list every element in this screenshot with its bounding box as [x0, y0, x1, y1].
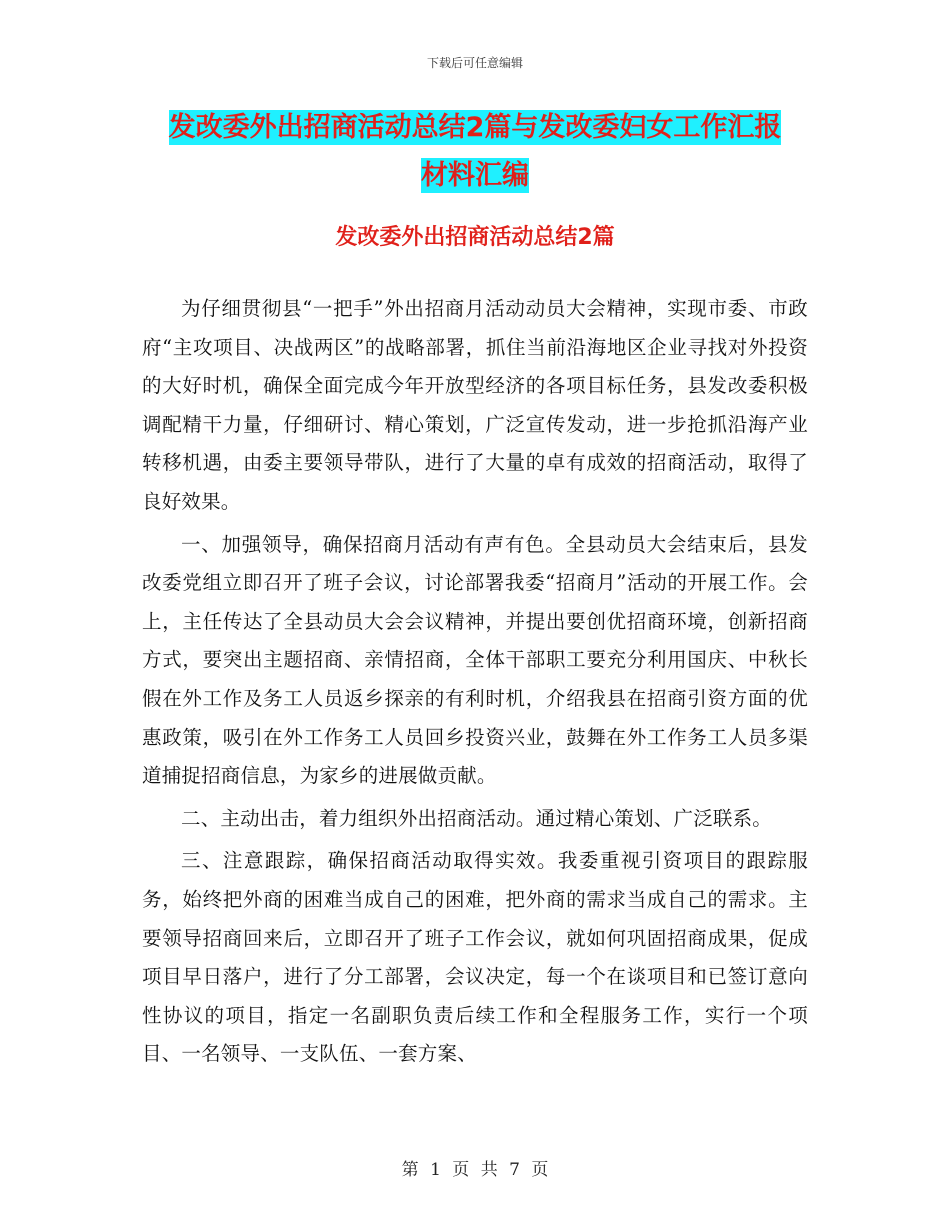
document-title-line-1: 发改委外出招商活动总结2篇与发改委妇女工作汇报 — [168, 112, 782, 143]
paragraph: 一、加强领导，确保招商月活动有声有色。全县动员大会结束后，县发改委党组立即召开了班子会议，讨论部署我委“招商月”活动的开展工作。会上，主任传达了全县动员大会会议精神，并提出要创优招商环境，创新招商方式，要突出主题招商、亲情招商，全体干部职工要充分利用国庆、中秋长假在外工作及务工人员返乡探亲的有利时机，介绍我县在招商引资方面的优惠政策，吸引在外工作务工人员回乡投资兴业，鼓舞在外工作务工人员多渠道捕捉招商信息，为家乡的进展做贡献。 — [142, 532, 808, 788]
paragraph: 三、注意跟踪，确保招商活动取得实效。我委重视引资项目的跟踪服务，始终把外商的困难当成自己的困难，把外商的需求当成自己的需求。主要领导招商回来后，立即召开了班子工作会议，就如何巩固招商成果，促成项目早日落户，进行了分工部署，会议决定，每一个在谈项目和已签订意向性协议的项目，指定一名副职负责后续工作和全程服务工作，实行一个项目、一名领导、一支队伍、一套方案、 — [142, 849, 808, 1066]
document-title — [0, 104, 950, 200]
page-footer: 第 1 页 共 7 页 — [401, 1160, 549, 1180]
document-title-line-2: 材料汇编 — [421, 160, 529, 191]
paragraph: 二、主动出击，着力组织外出招商活动。通过精心策划、广泛联系。 — [181, 806, 773, 830]
document-body — [142, 290, 808, 1078]
header-note: 下载后可任意编辑 — [426, 56, 523, 70]
section-title: 发改委外出招商活动总结2篇 — [335, 225, 615, 250]
paragraph: 为仔细贯彻县“一把手”外出招商月活动动员大会精神，实现市委、市政府“主攻项目、决战两区”的战略部署，抓住当前沿海地区企业寻找对外投资的大好时机，确保全面完成今年开放型经济的各项目标任务，县发改委积极调配精干力量，仔细研讨、精心策划，广泛宣传发动，进一步抢抓沿海产业转移机遇，由委主要领导带队，进行了大量的卓有成效的招商活动，取得了良好效果。 — [142, 297, 808, 513]
